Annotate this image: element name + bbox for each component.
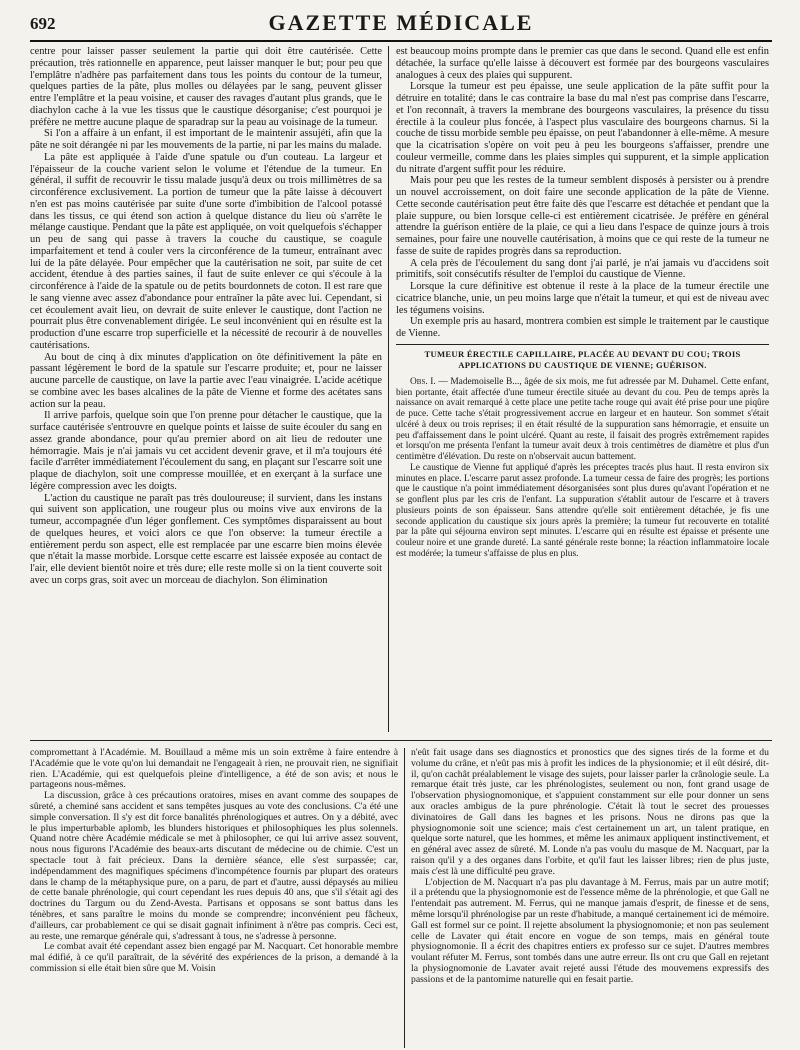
paragraph: Lorsque la tumeur est peu épaisse, une seule application de la pâte suffit pour la détruire en totalité; dans le cas contraire la base du mal n'est pas comprise dans l'escarre, et l'on reconnaît, à travers la membrane des bourgeons vasculaires, la présence du tissu érectile à la couleur plus foncée, à l'aspect plus vasculaire des bourgeons charnus. Si la couche de tissu morbide semble peu épaisse, on peut l'abandonner à elle-même. A mesure que la cicatrisation s'opère on voit peu à peu les bourgeons s'affaisser, prendre une couleur vermeille, comme dans les plaies simples qui suppurent, et la simple application du nitrate d'argent suffit pour les réduire. xyxy=(396,81,769,175)
paragraph: Le combat avait été cependant assez bien engagé par M. Nacquart. Cet honorable membre mal édifié, à ce qu'il paraîtrait, de la sévérité des expériences de la prison, a demandé à la commission si elle était bien sûre que M. Voisin xyxy=(30,941,398,974)
column-right-lower xyxy=(411,748,769,1048)
observation-label: Obs. I. xyxy=(410,376,436,387)
paragraph: Mais pour peu que les restes de la tumeur semblent disposés à persister ou à prendre un nouvel accroissement, on doit faire une seconde application de la pâte de Vienne. Cette seconde cautérisation peut être faite dès que l'escarre est détachée et pendant que la plaie suppure, ou bien lorsque celle-ci est entièrement cicatrisée. Je préfère en général attendre la guérison entière de la plaie, ce qui a lieu dans l'espace de quinze jours à trois semaines, pour faire une nouvelle cautérisation, à moins que ce qui reste de la tumeur ne fasse de suite de rapides progrès dans sa reproduction. xyxy=(396,175,769,257)
paragraph: L'action du caustique ne paraît pas très douloureuse; il survient, dans les instans qui suivent son application, une rougeur plus ou moins vive aux environs de la tumeur, accompagnée d'un léger gonflement. Ces symptômes disparaissent au bout de quelques heures, et voici alors ce que l'on observe: la tumeur érectile a entièrement perdu son aspect, elle est remplacée par une escarre bien moins élevée que n'était la masse morbide. Lorsque cette escarre est laissée exposée au contact de l'air, elle devient bientôt noire et très dure; elle reste molle si on la tient couverte soit avec un corps gras, soit avec un morceau de diachylon. Son élimination xyxy=(30,492,382,586)
paragraph xyxy=(396,377,769,463)
column-divider-lower xyxy=(404,748,405,1048)
page-header xyxy=(30,6,772,36)
paragraph: Un exemple pris au hasard, montrera combien est simple le traitement par le caustique de Vienne. xyxy=(396,316,769,339)
paragraph: La discussion, grâce à ces précautions oratoires, mises en avant comme des soupapes de sûreté, a cheminé sans accident et sans tempêtes jusques au vote des conclusions. C'a été une simple conversation. Il s'y est dit force banalités phrénologiques et autres. On y a débité, avec le plus imperturbable aplomb, les blunders historiques et philosophiques les plus solennels. Quand notre chère Académie médicale se met à philosopher, ce qui lui arrive assez souvent, nous nous figurons l'Académie des beaux-arts discutant de médecine ou de chimie. C'est un spectacle tout à fait précieux. Dans la dernière séance, elle s'est surpassée; car, indépendamment des magnifiques spécimens d'incompétence fournis par plupart des orateurs dans le champ de la métaphysique pure, on a paru, de part et d'autre, aussi dépaysés au milieu de cette banale phrénologie, qui court cependant les rues depuis 40 ans, que s'il s'était agi des doctrines du Targum ou du Zend-Avesta. Partisans et opposans se sont battus dans les ténèbres, et sans paraître le moins du monde se comprendre; inconvénient peu fâcheux, d'ailleurs, car probablement ce qui se disait gagnait infiniment à n'être pas compris. Ceci est, au reste, une remarque générale qui, s'adressant à tous, ne s'adresse à personne. xyxy=(30,790,398,942)
paragraph: n'eût fait usage dans ses diagnostics et pronostics que des signes tirés de la forme et du volume du crâne, et n'eût pas mis à profit les indices de la physionomie; et il eût désiré, dit-il, qu'on cachât préalablement le visage des sujets, pour laisser parler la crânologie seule. La remarque était très juste, car les phrénologistes, seulement ou non, font grand usage de l'observation physiognomonique, et s'appuient constamment sur elle pour donner un sens aux oracles ambigus de la pure phrénologie. C'était là tout le secret des prouesses divinatoires de Gall dans les bagnes et les prisons. Nous ne dirons pas que la physiognomonie soit une science; mais c'est certainement un art, un talent pratique, en quelque sorte naturel, que les hommes, et même les animaux appliquent instinctivement, et en général avec assez de sûreté. M. Londe n'a pas voulu du masque de M. Nacquart, par la raison qu'il y a des organes dans l'orbite, et qu'il faut les laisser libres; rien de plus juste, mais c'est là une difficulté peu grave. xyxy=(411,748,769,877)
journal-title: GAZETTE MÉDICALE xyxy=(268,10,534,35)
paragraph: L'objection de M. Nacquart n'a pas plu davantage à M. Ferrus, mais par un autre motif; il a prétendu que la physiognomonie est de l'essence même de la phrénologie, et que Gall ne l'entendait pas autrement. M. Ferrus, qui ne manque jamais d'esprit, de finesse et de sens, même lorsqu'il phrénologise par un reste d'habitude, a manqué certainement ici de mémoire. Gall est formel sur ce point. Il rejette absolument la physiognomonie; et non pas seulement celle de Lavater qui était encore en vogue de son temps, mais en général toute physiognomonie. Il a écrit des chapitres entiers ex professo sur ce sujet. D'autres membres voulant réfuter M. Ferrus, sont tombés dans une autre erreur. Ils ont cru que Gall en rejetant la physiognomonie de Lavater avait rejeté aussi l'étude des mouvemens expressifs des passions et de la pantomime naturelle qui en fesait partie. xyxy=(411,876,769,985)
paragraph: compromettant à l'Académie. M. Bouillaud a même mis un soin extrême à faire entendre à l'Académie que le vote qu'on lui demandait ne l'engageait à rien, ne prouvait rien, ne signifiait rien. L'Académie, qui est quelquefois pleine d'intelligence, a été de son avis; et nous le partageons nous-mêmes. xyxy=(30,748,398,791)
paragraph: A cela près de l'écoulement du sang dont j'ai parlé, je n'ai jamais vu d'accidens soit primitifs, soit consécutifs résulter de l'emploi du caustique de Vienne. xyxy=(396,257,769,281)
paragraph: Si l'on a affaire à un enfant, il est important de le maintenir assujéti, afin que la pâte ne soit dérangée ni par les mouvements de la partie, ni par les mains du malade. xyxy=(30,128,382,151)
paragraph: Il arrive parfois, quelque soin que l'on prenne pour détacher le caustique, que la surface cautérisée s'entrouvre en quelque points et laisse de suite écouler du sang en assez grande abondance, pour qu'au premier abord on ait lieu de redouter une hémorragie. Mais je n'ai jamais vu cet accident devenir grave, et il m'a toujours été facile d'arrêter immédiatement l'écoulement du sang, en plaçant sur l'escarre soit une plaque de diachylon, soit une compresse mouillée, et en exerçant à la surface une légère compression avec les doigts. xyxy=(30,410,382,492)
paragraph: Lorsque la cure définitive est obtenue il reste à la place de la tumeur érectile une cicatrice blanche, unie, un peu moins large que n'était la tumeur, et qui est de niveau avec les tégumens voisins. xyxy=(396,281,769,316)
column-left-lower xyxy=(30,748,398,1048)
paragraph: est beaucoup moins prompte dans le premier cas que dans le second. Quand elle est enfin détachée, la surface qu'elle laisse à découvert est formée par des bourgeons vasculaires analogues à ceux des plaies qui suppurent. xyxy=(396,46,769,81)
feuilleton-rule xyxy=(30,740,772,741)
observation-text: — Mademoiselle B..., âgée de six mois, me fut adressée par M. Duhamel. Cette enfant, bien portante, était affectée d'une tumeur érectile située au devant du cou. Peu de temps après la naissance on avait remarqué à cette place une petite tache rouge qui avait été prise pour une piqûre de puce. Cette tache s'était progressivement accrue en largeur et en hauteur. Son sommet s'était ulcéré à deux ou trois reprises; il en était résulté de la suppuration sans hémorragie, et ensuite un peu d'affaissement dans le point ulcéré. Quant au reste, il faisait des progrès extrêmement rapides et lorsqu'on me présenta l'enfant la tumeur avait deux à trois centimètres de diamètre et plus d'un centimètre d'élévation. Du reste on n'observait aucun battement. xyxy=(396,376,769,462)
column-divider xyxy=(388,46,389,732)
paragraph: La pâte est appliquée à l'aide d'une spatule ou d'un couteau. La largeur et l'épaisseur de la couche varient selon le volume et l'étendue de la tumeur. En général, il suffit de recouvrir le tissu malade jusqu'à deux ou trois millimètres de sa circonférence exclusivement. La portion de tumeur que la pâte laisse à découvert n'en est pas moins cautérisée par suite d'une sorte d'imbibition de l'alcool potassé dans les tissus, ce qui étend son action à quelque distance du lieu où s'arrête le mélange caustique. Pendant que la pâte est appliquée, on voit quelquefois s'échapper un peu de sang qui passe à travers la couche du caustique, se coagule imparfaitement et tend à couler vers la circonférence de la tumeur, entraînant avec lui de la pâte délayée. Pour empêcher que la cautérisation ne soit, par suite de cet accident, étendue à des parties saines, il faut de suite enlever ce qui s'écoule à la circonférence à l'aide de la spatule ou de petits bourdonnets de coton. Il est rare que le sang vienne avec assez d'abondance pour entraîner la pâte avec lui. Cependant, si cet écoulement avait lieu, on devrait de suite enlever le caustique, dont l'action ne pourrait plus être convenablement dirigée. Le seul inconvénient qui en résulte est la production d'une escarre trop superficielle et la nécessité de recourir à de nouvelles cautérisations. xyxy=(30,151,382,351)
column-left-upper xyxy=(30,46,382,732)
header-rule xyxy=(30,40,772,42)
section-rule xyxy=(396,344,769,345)
paragraph: Au bout de cinq à dix minutes d'application on ôte définitivement la pâte en passant légèrement le bord de la spatule sur l'escarre produite; et, pour ne laisser aucune parcelle de caustique, on lave la partie avec l'eau vinaigrée. L'acide acétique se combine avec les bases alcalines de la pâte de Vienne et forme des acétates sans action sur la peau. xyxy=(30,351,382,410)
page-number: 692 xyxy=(30,14,56,33)
paragraph: centre pour laisser passer seulement la partie qui doit être cautérisée. Cette précaution, très rationnelle en apparence, peut laisser manquer le but; pour peu que l'emplâtre n'adhère pas parfaitement dans tous les points du contour de la tumeur, quelques parties de la pâte, plus molles ou délayées par le sang, peuvent glisser entre l'emplâtre et la peau voisine, et causer des ravages d'autant plus grands, que le diachylon cache à la vue les tissus que le caustique désorganise; c'est pourquoi je préfère ne mettre aucune plaque de sparadrap sur la peau au voisinage de la tumeur. xyxy=(30,46,382,128)
paragraph: Le caustique de Vienne fut appliqué d'après les préceptes tracés plus haut. Il resta environ six minutes en place. L'escarre parut assez profonde. La tumeur cessa de faire des progrès; les portions que le caustique n'a point immédiatement désorganisées sont plus dures qu'avant l'opération et ne se gonflent plus par les cris de l'enfant. La suppuration s'établit autour de l'escarre et à travers plusieurs points de son épaisseur. Sans attendre qu'elle soit entièrement détachée, je fis une seconde application du caustique six jours après la première; la tumeur fut recouverte en totalité par la pâte qui séjourna environ sept minutes. L'escarre qui en résulte est épaisse et présente une couleur noire et une grande dureté. La santé générale reste bonne; la réaction inflammatoire locale est modérée; la tumeur s'affaisse de plus en plus. xyxy=(396,462,769,559)
column-right-upper xyxy=(396,46,769,732)
observation-heading: TUMEUR ÉRECTILE CAPILLAIRE, PLACÉE AU DEVANT DU COU; TROIS APPLICATIONS DU CAUSTIQUE DE VIENNE; GUÉRISON. xyxy=(424,348,741,370)
